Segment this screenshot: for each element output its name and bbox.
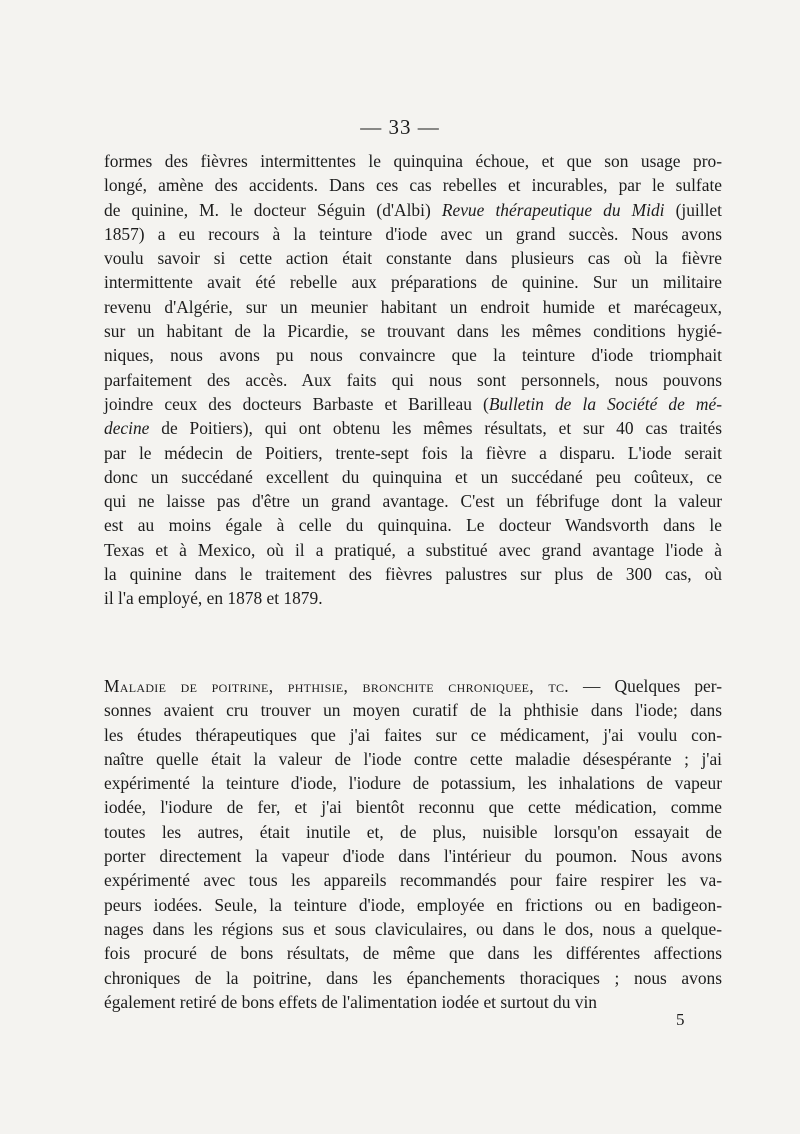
chest-line bbox=[104, 941, 722, 965]
text-run: de Poitiers), qui ont obtenu les mêmes résultats, et sur 40 cas traités bbox=[149, 418, 722, 439]
page-number: — 33 — bbox=[360, 115, 440, 139]
text-run: (juillet bbox=[664, 199, 722, 220]
fevers-line bbox=[104, 513, 722, 537]
text-run: est au moins égale à celle du quinquina. Le docteur Wandsvorth dans le bbox=[104, 515, 722, 536]
text-run: sur un habitant de la Picardie, se trouvant dans les mêmes conditions hygié- bbox=[104, 321, 722, 342]
text-run: revenu d'Algérie, sur un meunier habitant un endroit humide et marécageux, bbox=[104, 296, 722, 317]
text-run: qui ne laisse pas d'être un grand avantage. C'est un fébrifuge dont la valeur bbox=[104, 491, 722, 512]
fevers-line bbox=[104, 562, 722, 586]
chest-line bbox=[104, 893, 722, 917]
signature-mark: 5 bbox=[676, 1010, 685, 1029]
fevers-line bbox=[104, 270, 722, 294]
chest-line bbox=[104, 868, 722, 892]
chest-line bbox=[104, 771, 722, 795]
chest-line bbox=[104, 674, 722, 698]
italic-title: Bulletin de la Société de mé- bbox=[488, 393, 723, 414]
chest-line bbox=[104, 917, 722, 941]
italic-title: Revue thérapeutique du Midi bbox=[441, 199, 665, 220]
text-run: sonnes avaient cru trouver un moyen curatif de la phthisie dans l'iode; dans bbox=[104, 700, 722, 721]
fevers-line bbox=[104, 319, 722, 343]
text-run: iodée, l'iodure de fer, et j'ai bientôt reconnu que cette médication, comme bbox=[104, 797, 722, 818]
text-run: chroniques de la poitrine, dans les épanchements thoraciques ; nous avons bbox=[104, 967, 722, 988]
fevers-line bbox=[104, 441, 722, 465]
text-run: Texas et à Mexico, où il a pratiqué, a substitué avec grand avantage l'iode à bbox=[104, 539, 722, 560]
fevers-line bbox=[104, 198, 722, 222]
chest-line bbox=[104, 820, 722, 844]
text-run: naître quelle était la valeur de l'iode contre cette maladie désespérante ; j'ai bbox=[104, 748, 722, 769]
fevers-line bbox=[104, 173, 722, 197]
chest-line bbox=[104, 990, 722, 1014]
paragraph-chest-diseases bbox=[104, 674, 722, 1014]
text-run: peurs iodées. Seule, la teinture d'iode, employée en frictions ou en badigeon- bbox=[104, 894, 722, 915]
text-run: il l'a employé, en 1878 et 1879. bbox=[104, 588, 323, 609]
fevers-line bbox=[104, 465, 722, 489]
fevers-line bbox=[104, 222, 722, 246]
text-run: 1857) a eu recours à la teinture d'iode avec un grand succès. Nous avons bbox=[104, 223, 722, 244]
text-run: les études thérapeutiques que j'ai faites sur ce médicament, j'ai voulu con- bbox=[104, 724, 722, 745]
fevers-line bbox=[104, 343, 722, 367]
text-run: intermittente avait été rebelle aux préparations de quinine. Sur un militaire bbox=[104, 272, 722, 293]
text-run: par le médecin de Poitiers, trente-sept fois la fièvre a disparu. L'iode serait bbox=[104, 442, 722, 463]
fevers-line bbox=[104, 246, 722, 270]
chest-line bbox=[104, 698, 722, 722]
fevers-line bbox=[104, 586, 722, 610]
chest-line bbox=[104, 966, 722, 990]
text-run: parfaitement des accès. Aux faits qui nous sont personnels, nous pouvons bbox=[104, 369, 722, 390]
section-heading: Maladie de poitrine, phthisie, bronchite chroniquee, tc. bbox=[104, 676, 569, 696]
text-run: nages dans les régions sus et sous claviculaires, ou dans le dos, nous a quelque- bbox=[104, 918, 722, 939]
text-run: porter directement la vapeur d'iode dans l'intérieur du poumon. Nous avons bbox=[104, 846, 722, 867]
text-run: toutes les autres, était inutile et, de plus, nuisible lorsqu'on essayait de bbox=[104, 821, 722, 842]
text-run: de quinine, M. le docteur Séguin (d'Albi) bbox=[104, 199, 442, 220]
chest-line bbox=[104, 723, 722, 747]
text-run: — Quelques per- bbox=[568, 676, 722, 696]
text-run: longé, amène des accidents. Dans ces cas rebelles et incurables, par le sulfate bbox=[104, 175, 722, 196]
text-run: voulu savoir si cette action était constante dans plusieurs cas où la fièvre bbox=[104, 248, 722, 269]
text-run: joindre ceux des docteurs Barbaste et Barilleau ( bbox=[104, 393, 489, 414]
italic-title: decine bbox=[104, 418, 150, 439]
fevers-line bbox=[104, 416, 722, 440]
text-run: expérimenté avec tous les appareils recommandés pour faire respirer les va- bbox=[104, 870, 722, 891]
text-run: niques, nous avons pu nous convaincre que la teinture d'iode triomphait bbox=[104, 345, 722, 366]
fevers-line bbox=[104, 368, 722, 392]
paragraph-fevers bbox=[104, 149, 722, 611]
chest-line bbox=[104, 844, 722, 868]
fevers-line bbox=[104, 392, 722, 416]
fevers-line bbox=[104, 489, 722, 513]
text-run: formes des fièvres intermittentes le quinquina échoue, et que son usage pro- bbox=[104, 151, 722, 171]
text-run: la quinine dans le traitement des fièvres palustres sur plus de 300 cas, où bbox=[104, 564, 722, 585]
text-run: donc un succédané excellent du quinquina et un succédané peu coûteux, ce bbox=[104, 466, 722, 487]
fevers-line bbox=[104, 149, 722, 173]
text-run: également retiré de bons effets de l'alimentation iodée et surtout du vin bbox=[104, 991, 597, 1012]
text-run: fois procuré de bons résultats, de même que dans les différentes affections bbox=[104, 943, 722, 964]
fevers-line bbox=[104, 295, 722, 319]
text-run: expérimenté la teinture d'iode, l'iodure de potassium, les inhalations de vapeur bbox=[104, 773, 722, 794]
chest-line bbox=[104, 795, 722, 819]
chest-line bbox=[104, 747, 722, 771]
fevers-line bbox=[104, 538, 722, 562]
